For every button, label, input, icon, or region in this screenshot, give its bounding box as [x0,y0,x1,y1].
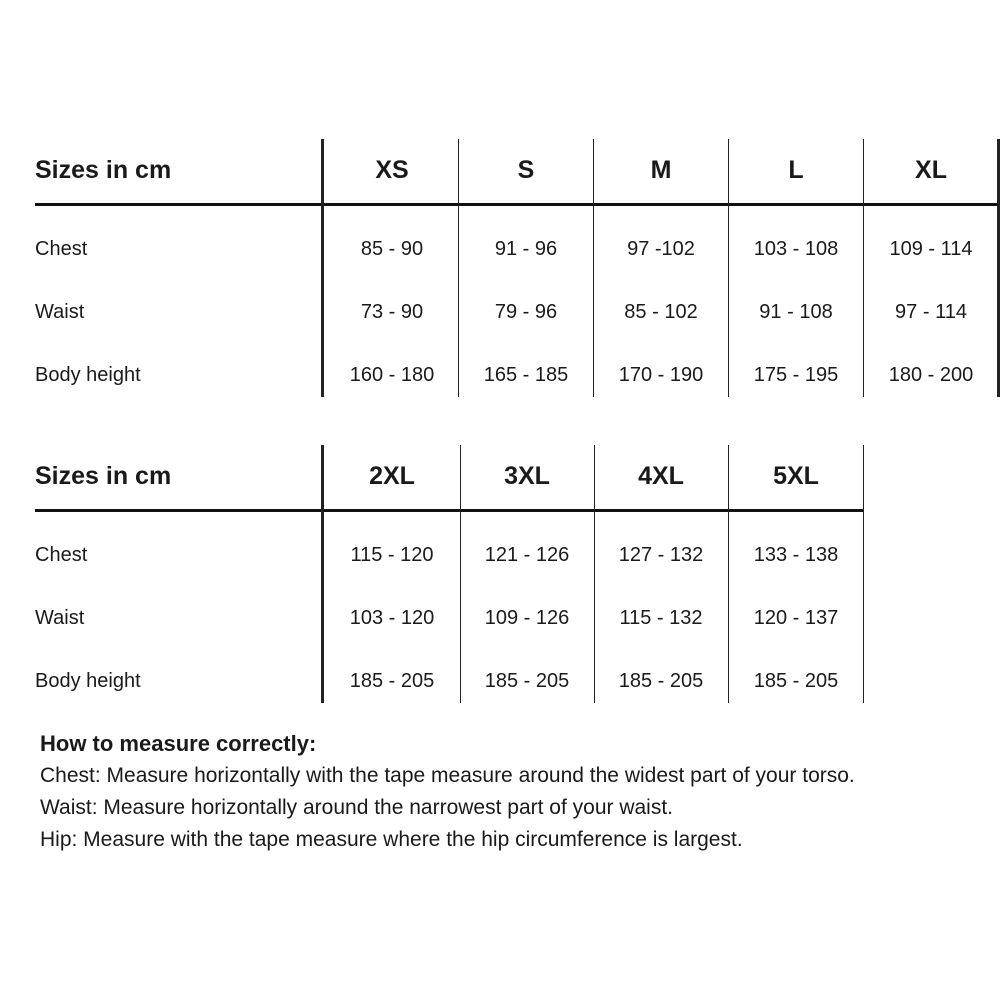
table-cell: 133 - 138 [753,543,839,566]
table-cell: 175 - 195 [753,363,839,386]
size-header-3xl: 3XL [504,461,550,490]
table-cell: 91 - 96 [494,237,558,260]
table-cell: 180 - 200 [888,363,974,386]
table-cell: 97 -102 [627,237,695,260]
row-label-waist: Waist [35,606,85,629]
table-cell: 103 - 120 [349,606,435,629]
table-cell: 160 - 180 [349,363,435,386]
row-label-body-height: Body height [35,669,141,692]
table-cell: 91 - 108 [759,300,833,323]
size-header-4xl: 4XL [638,461,684,490]
instruction-hip: Hip: Measure with the tape measure where the hip circumference is largest. [40,828,743,851]
size-header-xl: XL [915,155,947,184]
row-label-body-height: Body height [35,363,141,386]
instruction-waist: Waist: Measure horizontally around the narrowest part of your waist. [40,796,674,819]
table-cell: 165 - 185 [483,363,569,386]
size-header-xs: XS [375,155,409,184]
size-table-2xl-5xl [35,445,864,703]
size-header-2xl: 2XL [369,461,415,490]
label-column-divider [321,445,324,703]
table-cell: 121 - 126 [484,543,570,566]
table-cell: 185 - 205 [753,669,839,692]
size-header-l: L [788,155,804,184]
row-label-chest: Chest [35,543,88,566]
row-label-chest: Chest [35,237,88,260]
table-cell: 103 - 108 [753,237,839,260]
table-cell: 170 - 190 [618,363,704,386]
table-cell: 115 - 132 [619,606,703,629]
table-cell: 185 - 205 [484,669,570,692]
label-column-divider [321,139,324,397]
column-divider [863,445,864,703]
instruction-chest: Chest: Measure horizontally with the tape measure around the widest part of your torso. [40,764,855,787]
header-divider [35,203,1000,206]
size-header-5xl: 5XL [773,461,819,490]
table-cell: 185 - 205 [618,669,704,692]
header-divider [35,509,864,512]
size-header-m: M [650,155,672,184]
table-header-label: Sizes in cm [35,155,172,184]
table-cell: 97 - 114 [895,300,967,323]
size-table-xs-xl [35,139,1000,397]
table-cell: 85 - 90 [360,237,424,260]
table-cell: 73 - 90 [360,300,424,323]
table-cell: 85 - 102 [624,300,698,323]
table-header-label: Sizes in cm [35,461,172,490]
row-label-waist: Waist [35,300,85,323]
table-cell: 109 - 126 [484,606,570,629]
instructions-title: How to measure correctly: [40,731,317,756]
size-header-s: S [517,155,535,184]
measurement-instructions [40,728,995,856]
table-cell: 185 - 205 [349,669,435,692]
table-cell: 109 - 114 [889,237,973,260]
table-cell: 115 - 120 [350,543,434,566]
table-cell: 127 - 132 [618,543,704,566]
table-cell: 79 - 96 [494,300,558,323]
table-cell: 120 - 137 [753,606,839,629]
